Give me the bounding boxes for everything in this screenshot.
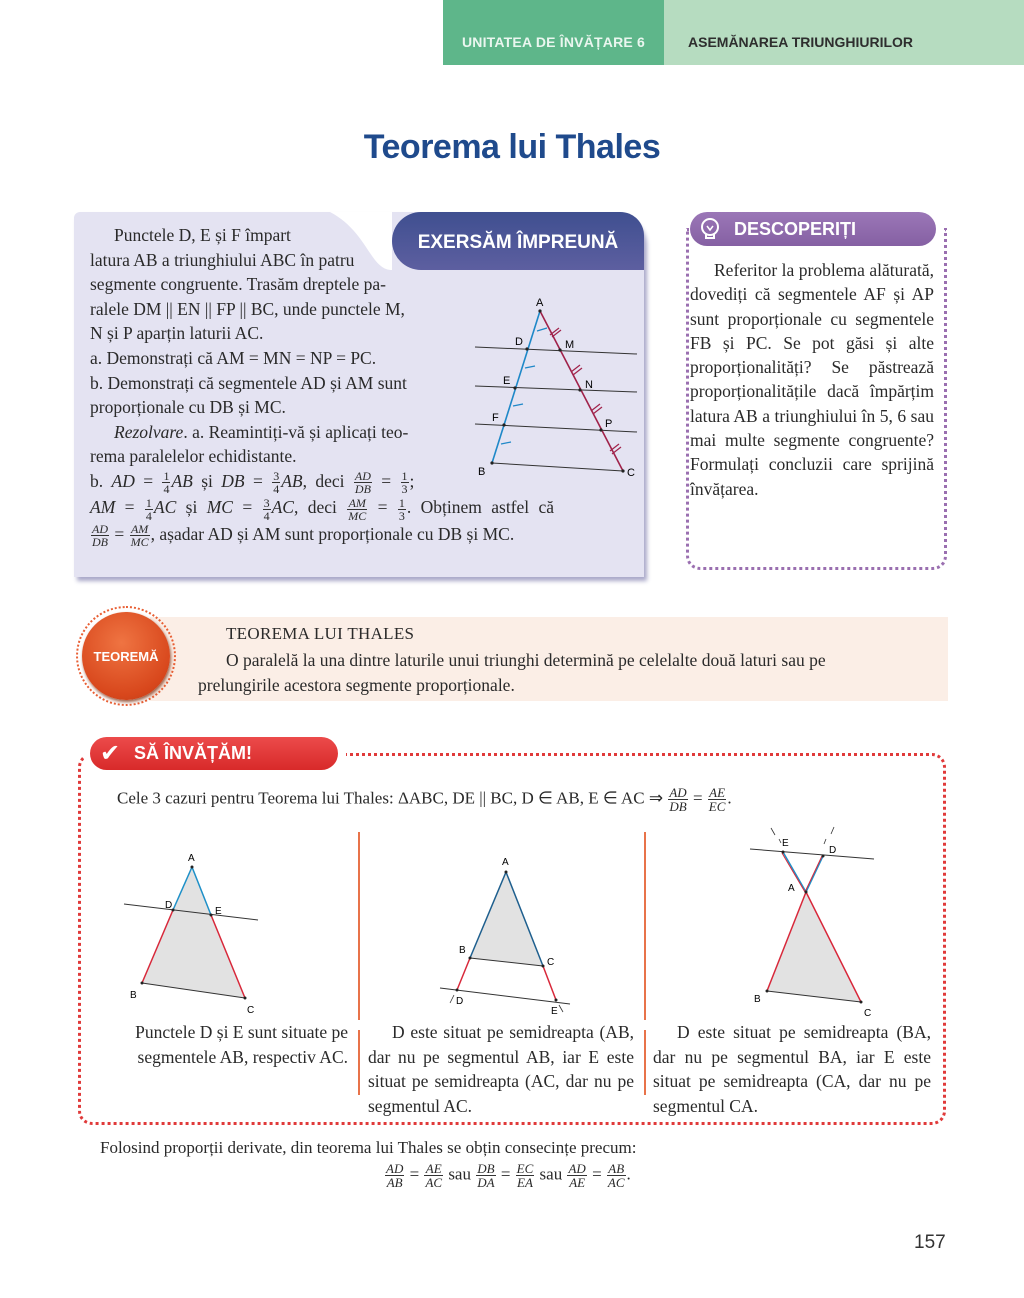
exersam-tab: EXERSĂM ÎMPREUNĂ	[392, 212, 644, 270]
denominator: AB	[386, 1175, 403, 1190]
segment-ce	[543, 966, 556, 1000]
label-d: D	[165, 900, 173, 911]
math: AB	[171, 470, 193, 491]
text: Cele 3 cazuri pentru Teorema lui Thales: ΔABC, DE || BC, D ∈ AB, E ∈ AC ⇒	[117, 788, 668, 808]
math: AD	[111, 470, 135, 491]
exersam-line: b. Demonstrați că segmentele AD și AM sunt	[90, 372, 407, 393]
unit-label: UNITATEA DE ÎNVĂȚARE 6	[443, 0, 664, 65]
fraction	[668, 786, 687, 813]
numerator: AD	[92, 522, 108, 537]
fraction	[401, 470, 409, 495]
text: =	[409, 1164, 420, 1184]
text: , așadar AD și AM sunt proporționale cu DB și MC.	[150, 523, 515, 544]
numerator: AD	[386, 1161, 404, 1176]
solution-line-final	[90, 522, 640, 548]
text: .	[626, 1164, 631, 1184]
denominator: DB	[669, 799, 687, 814]
exersam-line: segmente congruente. Trasăm dreptele pa-	[90, 274, 386, 295]
math: AC	[153, 497, 177, 518]
exersam-line: latura AB a triunghiului ABC în patru	[90, 249, 355, 270]
text: b.	[90, 470, 112, 491]
ray-mark	[450, 995, 454, 1003]
numerator: AM	[348, 495, 366, 510]
ray-mark	[559, 1005, 563, 1012]
case-1-caption: Punctele D și E sunt situate pe segmentele AB, respectiv AC.	[135, 1022, 348, 1067]
ray-mark	[771, 828, 775, 835]
column-divider	[644, 832, 646, 1020]
numerator: EC	[516, 1161, 534, 1176]
fraction	[130, 523, 150, 548]
label-p: P	[605, 418, 613, 430]
numerator: 3	[273, 469, 280, 484]
label-n: N	[585, 379, 593, 391]
descoperiti-tab: DESCOPERIȚI	[690, 212, 936, 246]
label-d: D	[456, 996, 464, 1007]
label-e: E	[551, 1006, 558, 1017]
numerator: 1	[163, 469, 170, 484]
label-e: E	[782, 838, 789, 849]
text: , deci	[293, 497, 347, 518]
fraction	[263, 497, 271, 522]
numerator: AE	[709, 785, 726, 800]
exersam-line: rema paralelelor echidistante.	[90, 446, 297, 467]
rezolvare-a: . a. Reamintiți-vă și aplicați teo-	[183, 421, 409, 442]
fraction	[91, 523, 109, 548]
numerator: AD	[669, 785, 687, 800]
fraction	[398, 497, 406, 522]
label-c: C	[627, 467, 635, 479]
numerator: 1	[401, 469, 408, 484]
rezolvare-label: Rezolvare	[114, 421, 184, 442]
fraction	[354, 470, 372, 495]
denominator: DB	[92, 535, 108, 550]
fraction	[162, 470, 170, 495]
label-d: D	[829, 845, 837, 856]
column-divider	[644, 1030, 646, 1095]
parallel-de	[750, 849, 874, 859]
text: =	[244, 470, 272, 491]
numerator: 1	[398, 495, 405, 510]
theorem-badge: TEOREMĂ	[82, 612, 170, 700]
consequences-equations	[384, 1162, 631, 1189]
segment-ad-blue	[806, 856, 823, 892]
column-divider	[358, 1030, 360, 1095]
denominator: 4	[145, 508, 152, 523]
text: . Obținem astfel că	[406, 497, 555, 518]
text: =	[372, 470, 400, 491]
math: AB	[281, 470, 303, 491]
text: =	[115, 497, 144, 518]
text: =	[688, 788, 707, 808]
label-c: C	[547, 957, 555, 968]
exersam-line: ralele DM || EN || FP || BC, unde punctele M,	[90, 298, 405, 319]
numerator: 3	[263, 495, 270, 510]
column-divider	[358, 832, 360, 1020]
exersam-line: N și P aparțin laturii AC.	[90, 323, 264, 344]
descoperiti-paragraph: Referitor la problema alăturată, dovediți că segmentele AF și AP sunt proporționale cu segmentele FB și PC. Se pot găsi și alte proporționalități? Se păstrează proporționalitățile dacă împărțim latura AB a triunghiului în 5, 6 sau mai multe segmente congruente? Formulați concluzii care sprijină învățarea.	[690, 260, 934, 499]
text: =	[500, 1164, 511, 1184]
math: AM	[90, 497, 116, 518]
denominator: 3	[398, 508, 405, 523]
label-b: B	[478, 466, 486, 478]
fraction	[708, 786, 727, 813]
text: și	[192, 470, 222, 491]
math: AC	[271, 497, 294, 518]
ray-mark	[831, 827, 834, 834]
checkmark-icon: ✔	[100, 739, 121, 767]
fraction	[567, 1162, 586, 1189]
case-3-figure	[745, 822, 895, 1022]
text: =	[110, 523, 129, 544]
text: , deci	[302, 470, 353, 491]
label-a: A	[502, 857, 509, 868]
descoperiti-text	[690, 258, 934, 501]
numerator: AD	[354, 469, 371, 484]
fraction	[385, 1162, 404, 1189]
denominator: DB	[354, 482, 371, 497]
label-f: F	[492, 412, 499, 424]
triangle-fill	[470, 872, 543, 966]
numerator: AM	[130, 522, 149, 537]
denominator: AC	[607, 1175, 625, 1190]
consequences-intro: Folosind proporții derivate, din teorema lui Thales se obțin consecințe precum:	[100, 1138, 637, 1157]
case-1-figure	[120, 850, 270, 1020]
text: .	[727, 788, 732, 808]
numerator: 1	[145, 495, 152, 510]
label-a: A	[788, 883, 795, 894]
label-d: D	[515, 336, 523, 348]
sa-invatam-tab: SĂ ÎNVĂȚĂM!	[90, 737, 338, 770]
fraction	[424, 1162, 443, 1189]
text: și	[176, 497, 207, 518]
parallel-line-dm	[475, 347, 637, 354]
exersam-line: Punctele D, E și F împart	[114, 225, 291, 245]
exersam-line: proporționale cu DB și MC.	[90, 397, 286, 418]
ray-mark	[779, 839, 781, 843]
cases-intro	[117, 786, 732, 813]
numerator: DB	[477, 1161, 495, 1176]
exersam-line: a. Demonstrați că AM = MN = NP = PC.	[90, 347, 377, 368]
denominator: 4	[273, 482, 280, 497]
label-m: M	[565, 339, 575, 351]
label-e: E	[215, 906, 222, 917]
text: =	[134, 470, 162, 491]
parallel-line-en	[475, 386, 637, 392]
case-3-caption: D este situat pe semidreapta (BA, dar nu pe segmentul BA, iar E este situat pe semidreapta (CA, dar nu pe segmentul CA.	[653, 1022, 931, 1116]
label-a: A	[188, 853, 195, 864]
label-b: B	[754, 994, 761, 1005]
theorem-line: prelungirile acestora segmente proporționale.	[198, 675, 515, 695]
page-title: Teorema lui Thales	[363, 128, 661, 166]
case-2-figure	[430, 850, 580, 1020]
numerator: AD	[568, 1161, 586, 1176]
page-number: 157	[914, 1232, 946, 1253]
label-c: C	[247, 1005, 255, 1016]
text: =	[232, 497, 262, 518]
label-a: A	[536, 297, 544, 309]
label-e: E	[503, 375, 511, 387]
denominator: EC	[708, 799, 726, 814]
numerator: AE	[425, 1161, 442, 1176]
denominator: AC	[425, 1175, 443, 1190]
denominator: DA	[477, 1175, 495, 1190]
theorem-title: TEOREMA LUI THALES	[226, 624, 415, 643]
fraction	[347, 497, 367, 522]
case-2-caption: D este situat pe semidreapta (AB, dar nu pe segmentul AB, iar E este situat pe semidreapta (AC, dar nu pe segmentul AC.	[368, 1022, 634, 1116]
side-bc	[492, 463, 623, 471]
fraction	[272, 470, 280, 495]
numerator: AB	[608, 1161, 625, 1176]
solution-line-am	[90, 495, 640, 521]
math: DB	[221, 470, 245, 491]
chapter-label: ASEMĂNAREA TRIUNGHIURILOR	[664, 0, 1024, 65]
denominator: AE	[569, 1175, 586, 1190]
text: sau	[539, 1164, 563, 1184]
text: =	[368, 497, 397, 518]
fraction	[516, 1162, 535, 1189]
text: sau	[448, 1164, 471, 1184]
segment-ad-red	[805, 856, 822, 892]
text: ;	[409, 470, 415, 491]
fraction	[145, 497, 153, 522]
text: =	[592, 1164, 602, 1184]
fraction	[607, 1162, 626, 1189]
denominator: MC	[130, 535, 149, 550]
denominator: MC	[348, 508, 367, 523]
denominator: 3	[401, 482, 408, 497]
label-b: B	[459, 945, 466, 956]
segment-bd	[457, 958, 470, 990]
theorem-line: O paralelă la una dintre laturile unui triunghi determină pe celelalte două laturi sau pe	[226, 650, 826, 670]
triangle-fill	[142, 867, 245, 998]
denominator: EA	[517, 1175, 533, 1190]
denominator: 4	[163, 482, 170, 497]
lightbulb-icon	[697, 216, 723, 242]
label-c: C	[864, 1008, 872, 1019]
math: MC	[206, 497, 233, 518]
denominator: 4	[263, 508, 270, 523]
parallel-line-fp	[475, 424, 637, 432]
fraction	[476, 1162, 495, 1189]
exersam-triangle-figure	[470, 290, 650, 480]
ray-mark	[824, 839, 826, 844]
theorem-statement	[200, 648, 960, 698]
label-b: B	[130, 990, 137, 1001]
